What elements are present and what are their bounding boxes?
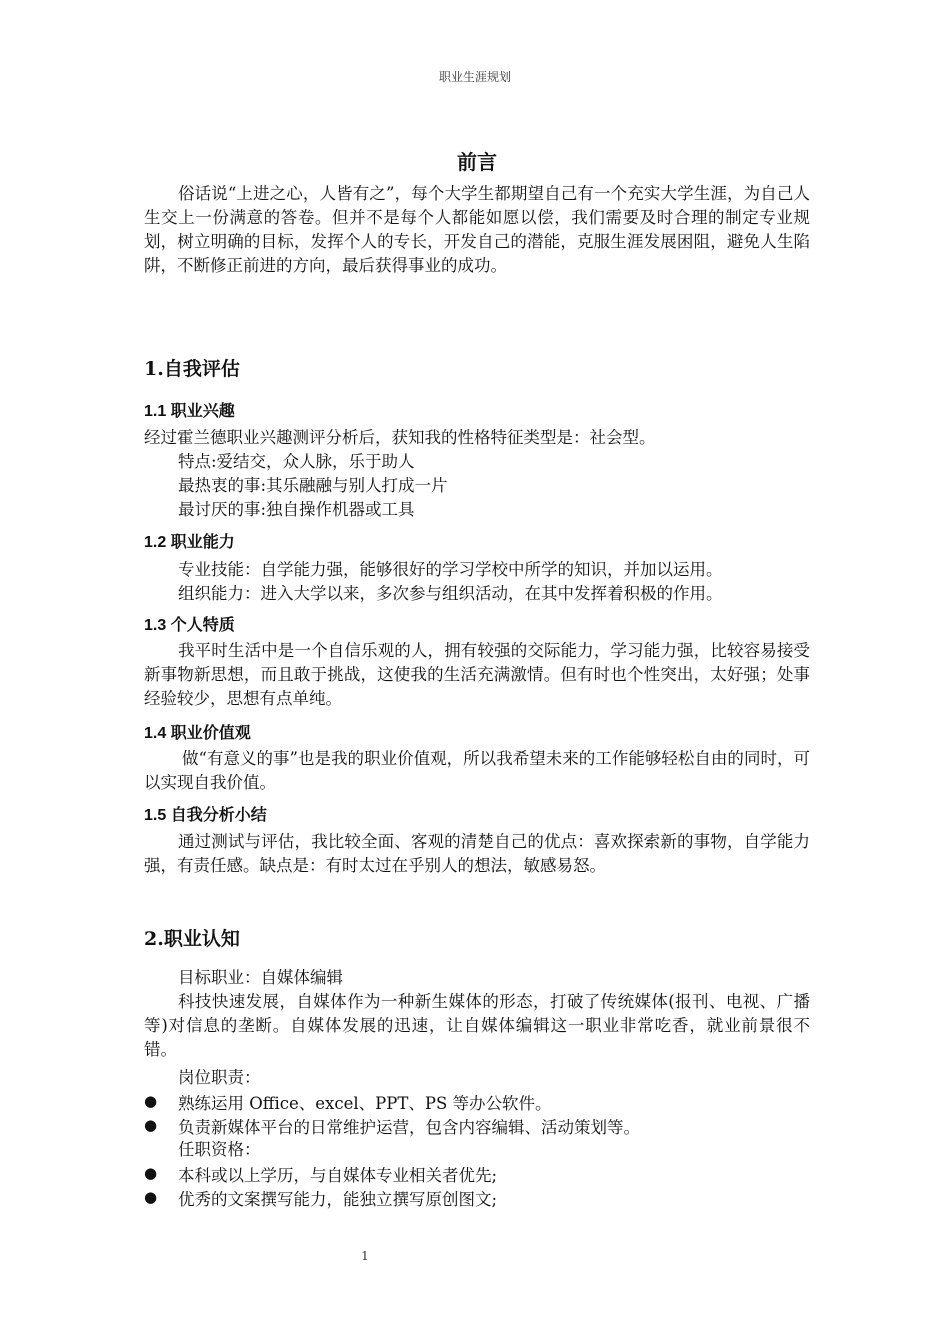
s11-heading: 1.1 职业兴趣 — [144, 403, 235, 420]
bullet-dot: ● — [144, 1164, 158, 1182]
duties-label: 岗位职责： — [178, 1068, 261, 1087]
target-job: 目标职业：自媒体编辑 — [178, 968, 343, 987]
s15-paragraph: 通过测试与评估，我比较全面、客观的清楚自己的优点：喜欢探索新的事物，自学能力强，有责任感。缺点是：有时太过在乎别人的想法，敏感易怒。 — [144, 832, 810, 875]
s14-paragraph: 做“有意义的事”也是我的职业价值观，所以我希望未来的工作能够轻松自由的同时，可以实现自我价值。 — [144, 749, 810, 792]
qual-item: 本科或以上学历，与自媒体专业相关者优先; — [178, 1166, 498, 1185]
preface-paragraph: 俗话说“上进之心，人皆有之”，每个大学生都期望自己有一个充实大学生涯，为自己人生交上一份满意的答卷。但并不是每个人都能如愿以偿，我们需要及时合理的制定专业规划，树立明确的目标，发挥个人的专长，开发自己的潜能，克服生涯发展困阻，避免人生陷阱，不断修正前进的方向，最后获得事业的成功。 — [144, 184, 810, 275]
s12-line2: 组织能力：进入大学以来，多次参与组织活动，在其中发挥着积极的作用。 — [178, 584, 723, 603]
bullet-dot: ● — [144, 1116, 158, 1134]
section2-paragraph: 科技快速发展，自媒体作为一种新生媒体的形态，打破了传统媒体(报刊、电视、广播等)对信息的垄断。自媒体发展的迅速，让自媒体编辑这一职业非常吃香，就业前景很不错。 — [144, 992, 810, 1059]
s11-line1: 经过霍兰德职业兴趣测评分析后，获知我的性格特征类型是：社会型。 — [144, 428, 656, 447]
s12-heading: 1.2 职业能力 — [144, 534, 235, 551]
s15-heading: 1.5 自我分析小结 — [144, 807, 267, 824]
preface-title: 前言 — [457, 150, 497, 174]
s13-paragraph: 我平时生活中是一个自信乐观的人，拥有较强的交际能力，学习能力强，比较容易接受新事物新思想，而且敢于挑战，这使我的生活充满激情。但有时也个性突出，太好强；处事经验较少，思想有点单纯。 — [144, 641, 810, 708]
s11-line3: 最热衷的事:其乐融融与别人打成一片 — [178, 476, 448, 495]
qual-item: 优秀的文案撰写能力，能独立撰写原创图文; — [178, 1190, 498, 1209]
bullet-dot: ● — [144, 1092, 158, 1110]
s14-heading: 1.4 职业价值观 — [144, 725, 251, 742]
duty-item: 熟练运用 Office、excel、PPT、PS 等办公软件。 — [178, 1094, 552, 1113]
qual-label: 任职资格： — [178, 1140, 261, 1159]
duty-item: 负责新媒体平台的日常维护运营，包含内容编辑、活动策划等。 — [178, 1118, 640, 1137]
s12-line1: 专业技能：自学能力强，能够很好的学习学校中所学的知识，并加以运用。 — [178, 560, 723, 579]
section2-heading: 2.职业认知 — [144, 928, 240, 950]
bullet-dot: ● — [144, 1188, 158, 1206]
page-header: 职业生涯规划 — [438, 70, 511, 84]
s13-heading: 1.3 个人特质 — [144, 617, 235, 634]
section1-heading: 1.自我评估 — [144, 358, 240, 380]
s11-line2: 特点:爱结交，众人脉，乐于助人 — [178, 452, 415, 471]
page-number: 1 — [361, 1249, 369, 1263]
s11-line4: 最讨厌的事:独自操作机器或工具 — [178, 500, 415, 519]
